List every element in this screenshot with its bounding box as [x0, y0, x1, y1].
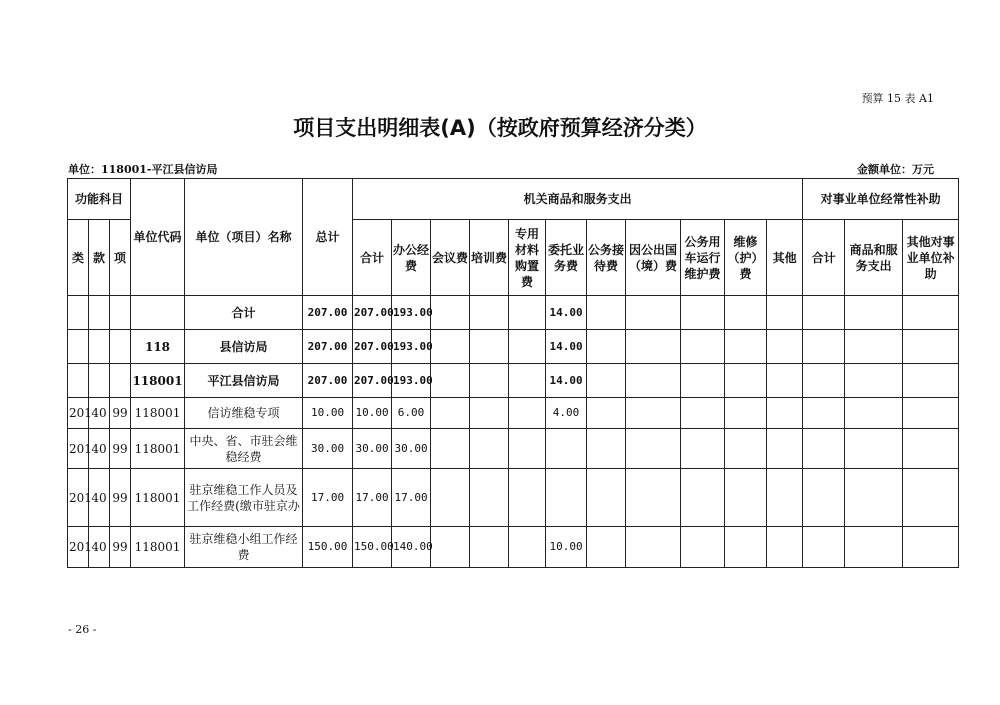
- header-goods-services: 商品和服务支出: [845, 220, 903, 296]
- cell-code: [131, 296, 185, 330]
- cell-lei: [68, 296, 89, 330]
- header-total: 总计: [303, 179, 353, 296]
- cell-maintenance: [725, 364, 767, 398]
- cell-xiang: 99: [110, 398, 131, 429]
- cell-goods: [845, 527, 903, 568]
- cell-other_subsidy: [903, 527, 959, 568]
- table-row: [68, 429, 959, 469]
- cell-sum: 17.00: [353, 469, 392, 527]
- header-lei: 类: [68, 220, 89, 296]
- cell-xiang: [110, 330, 131, 364]
- header-materials: 专用材料购置费: [509, 220, 546, 296]
- cell-materials: [509, 469, 546, 527]
- cell-other: [767, 429, 803, 469]
- cell-lei: [68, 330, 89, 364]
- cell-meeting: [431, 527, 470, 568]
- cell-kuan: 40: [89, 429, 110, 469]
- cell-lei: 201: [68, 429, 89, 469]
- cell-xiang: 99: [110, 527, 131, 568]
- cell-sum2: [803, 429, 845, 469]
- cell-kuan: 40: [89, 469, 110, 527]
- cell-vehicle: [681, 296, 725, 330]
- cell-total: 30.00: [303, 429, 353, 469]
- cell-reception: [587, 527, 626, 568]
- cell-maintenance: [725, 330, 767, 364]
- header-other: 其他: [767, 220, 803, 296]
- cell-other: [767, 364, 803, 398]
- cell-sum: 207.00: [353, 330, 392, 364]
- cell-code: 118001: [131, 398, 185, 429]
- cell-goods: [845, 469, 903, 527]
- unit-label: 单位：118001-平江县信访局: [68, 163, 218, 176]
- cell-materials: [509, 330, 546, 364]
- cell-other_subsidy: [903, 364, 959, 398]
- cell-sum: 207.00: [353, 364, 392, 398]
- cell-total: 207.00: [303, 296, 353, 330]
- header-unit-code: 单位代码: [131, 179, 185, 296]
- header-org-goods: 机关商品和服务支出: [353, 179, 803, 220]
- cell-meeting: [431, 398, 470, 429]
- cell-training: [470, 330, 509, 364]
- cell-code: 118001: [131, 429, 185, 469]
- cell-office: 6.00: [392, 398, 431, 429]
- cell-other: [767, 527, 803, 568]
- cell-meeting: [431, 469, 470, 527]
- header-sub-total: 合计: [353, 220, 392, 296]
- cell-office: 193.00: [392, 296, 431, 330]
- cell-xiang: [110, 296, 131, 330]
- cell-other: [767, 296, 803, 330]
- cell-commission: 10.00: [546, 527, 587, 568]
- table-row: [68, 364, 959, 398]
- cell-kuan: [89, 330, 110, 364]
- cell-other: [767, 398, 803, 429]
- header-unit-name: 单位（项目）名称: [185, 179, 303, 296]
- cell-name: 合计: [185, 296, 303, 330]
- cell-other: [767, 330, 803, 364]
- cell-vehicle: [681, 527, 725, 568]
- cell-sum: 207.00: [353, 296, 392, 330]
- cell-reception: [587, 429, 626, 469]
- cell-sum2: [803, 527, 845, 568]
- cell-sum2: [803, 296, 845, 330]
- cell-office: 140.00: [392, 527, 431, 568]
- cell-xiang: 99: [110, 469, 131, 527]
- cell-sum2: [803, 469, 845, 527]
- cell-other: [767, 469, 803, 527]
- cell-lei: [68, 364, 89, 398]
- header-vehicle: 公务用车运行维护费: [681, 220, 725, 296]
- table-row: [68, 330, 959, 364]
- cell-reception: [587, 296, 626, 330]
- cell-abroad: [626, 469, 681, 527]
- cell-goods: [845, 296, 903, 330]
- header-maintenance: 维修（护）费: [725, 220, 767, 296]
- header-training: 培训费: [470, 220, 509, 296]
- cell-reception: [587, 398, 626, 429]
- cell-reception: [587, 364, 626, 398]
- cell-meeting: [431, 364, 470, 398]
- cell-total: 17.00: [303, 469, 353, 527]
- cell-commission: 14.00: [546, 364, 587, 398]
- cell-reception: [587, 330, 626, 364]
- cell-abroad: [626, 429, 681, 469]
- table-row: [68, 527, 959, 568]
- cell-vehicle: [681, 429, 725, 469]
- cell-xiang: 99: [110, 429, 131, 469]
- cell-materials: [509, 527, 546, 568]
- cell-training: [470, 469, 509, 527]
- cell-name: 中央、省、市驻会维稳经费: [185, 429, 303, 469]
- cell-sum: 30.00: [353, 429, 392, 469]
- table-row: [68, 469, 959, 527]
- cell-kuan: [89, 296, 110, 330]
- cell-other_subsidy: [903, 330, 959, 364]
- cell-vehicle: [681, 364, 725, 398]
- page-number: - 26 -: [68, 623, 97, 636]
- cell-lei: 201: [68, 527, 89, 568]
- cell-meeting: [431, 296, 470, 330]
- cell-materials: [509, 296, 546, 330]
- cell-sum: 10.00: [353, 398, 392, 429]
- header-sub-total2: 合计: [803, 220, 845, 296]
- cell-training: [470, 527, 509, 568]
- cell-office: 30.00: [392, 429, 431, 469]
- cell-abroad: [626, 527, 681, 568]
- cell-kuan: [89, 364, 110, 398]
- page-title: 项目支出明细表(A)（按政府预算经济分类）: [293, 116, 707, 140]
- table-code-tag: 预算 15 表 A1: [861, 92, 934, 105]
- header-other-subsidy: 其他对事业单位补助: [903, 220, 959, 296]
- cell-maintenance: [725, 296, 767, 330]
- cell-abroad: [626, 398, 681, 429]
- cell-meeting: [431, 330, 470, 364]
- cell-goods: [845, 398, 903, 429]
- header-kuan: 款: [89, 220, 110, 296]
- cell-commission: [546, 469, 587, 527]
- header-reception: 公务接待费: [587, 220, 626, 296]
- cell-code: 118001: [131, 364, 185, 398]
- header-meeting: 会议费: [431, 220, 470, 296]
- cell-maintenance: [725, 398, 767, 429]
- cell-sum2: [803, 364, 845, 398]
- cell-abroad: [626, 296, 681, 330]
- cell-maintenance: [725, 527, 767, 568]
- cell-materials: [509, 364, 546, 398]
- cell-total: 10.00: [303, 398, 353, 429]
- cell-abroad: [626, 330, 681, 364]
- cell-office: 193.00: [392, 364, 431, 398]
- cell-goods: [845, 330, 903, 364]
- cell-goods: [845, 364, 903, 398]
- cell-sum2: [803, 398, 845, 429]
- header-commission: 委托业务费: [546, 220, 587, 296]
- cell-training: [470, 398, 509, 429]
- cell-other_subsidy: [903, 398, 959, 429]
- cell-name: 信访维稳专项: [185, 398, 303, 429]
- cell-name: 驻京维稳小组工作经费: [185, 527, 303, 568]
- cell-abroad: [626, 364, 681, 398]
- cell-vehicle: [681, 330, 725, 364]
- cell-goods: [845, 429, 903, 469]
- cell-code: 118: [131, 330, 185, 364]
- cell-name: 县信访局: [185, 330, 303, 364]
- cell-commission: 14.00: [546, 330, 587, 364]
- cell-training: [470, 296, 509, 330]
- cell-other_subsidy: [903, 296, 959, 330]
- cell-commission: [546, 429, 587, 469]
- cell-code: 118001: [131, 469, 185, 527]
- cell-reception: [587, 469, 626, 527]
- cell-maintenance: [725, 469, 767, 527]
- header-func-subject: 功能科目: [68, 179, 131, 220]
- cell-name: 驻京维稳工作人员及工作经费(缴市驻京办: [185, 469, 303, 527]
- cell-other_subsidy: [903, 429, 959, 469]
- cell-xiang: [110, 364, 131, 398]
- cell-total: 207.00: [303, 364, 353, 398]
- cell-training: [470, 429, 509, 469]
- table-row: [68, 296, 959, 330]
- cell-vehicle: [681, 469, 725, 527]
- cell-materials: [509, 398, 546, 429]
- cell-meeting: [431, 429, 470, 469]
- header-abroad: 因公出国（境）费: [626, 220, 681, 296]
- cell-commission: 14.00: [546, 296, 587, 330]
- cell-total: 150.00: [303, 527, 353, 568]
- cell-vehicle: [681, 398, 725, 429]
- cell-lei: 201: [68, 398, 89, 429]
- cell-total: 207.00: [303, 330, 353, 364]
- cell-office: 17.00: [392, 469, 431, 527]
- cell-name: 平江县信访局: [185, 364, 303, 398]
- table-row: [68, 398, 959, 429]
- cell-lei: 201: [68, 469, 89, 527]
- cell-commission: 4.00: [546, 398, 587, 429]
- cell-code: 118001: [131, 527, 185, 568]
- cell-office: 193.00: [392, 330, 431, 364]
- cell-sum2: [803, 330, 845, 364]
- cell-sum: 150.00: [353, 527, 392, 568]
- cell-other_subsidy: [903, 469, 959, 527]
- cell-maintenance: [725, 429, 767, 469]
- money-unit-label: 金额单位：万元: [857, 163, 934, 176]
- header-office: 办公经费: [392, 220, 431, 296]
- cell-kuan: 40: [89, 527, 110, 568]
- cell-kuan: 40: [89, 398, 110, 429]
- cell-training: [470, 364, 509, 398]
- cell-materials: [509, 429, 546, 469]
- budget-table: [67, 178, 959, 568]
- header-subsidy: 对事业单位经常性补助: [803, 179, 959, 220]
- header-xiang: 项: [110, 220, 131, 296]
